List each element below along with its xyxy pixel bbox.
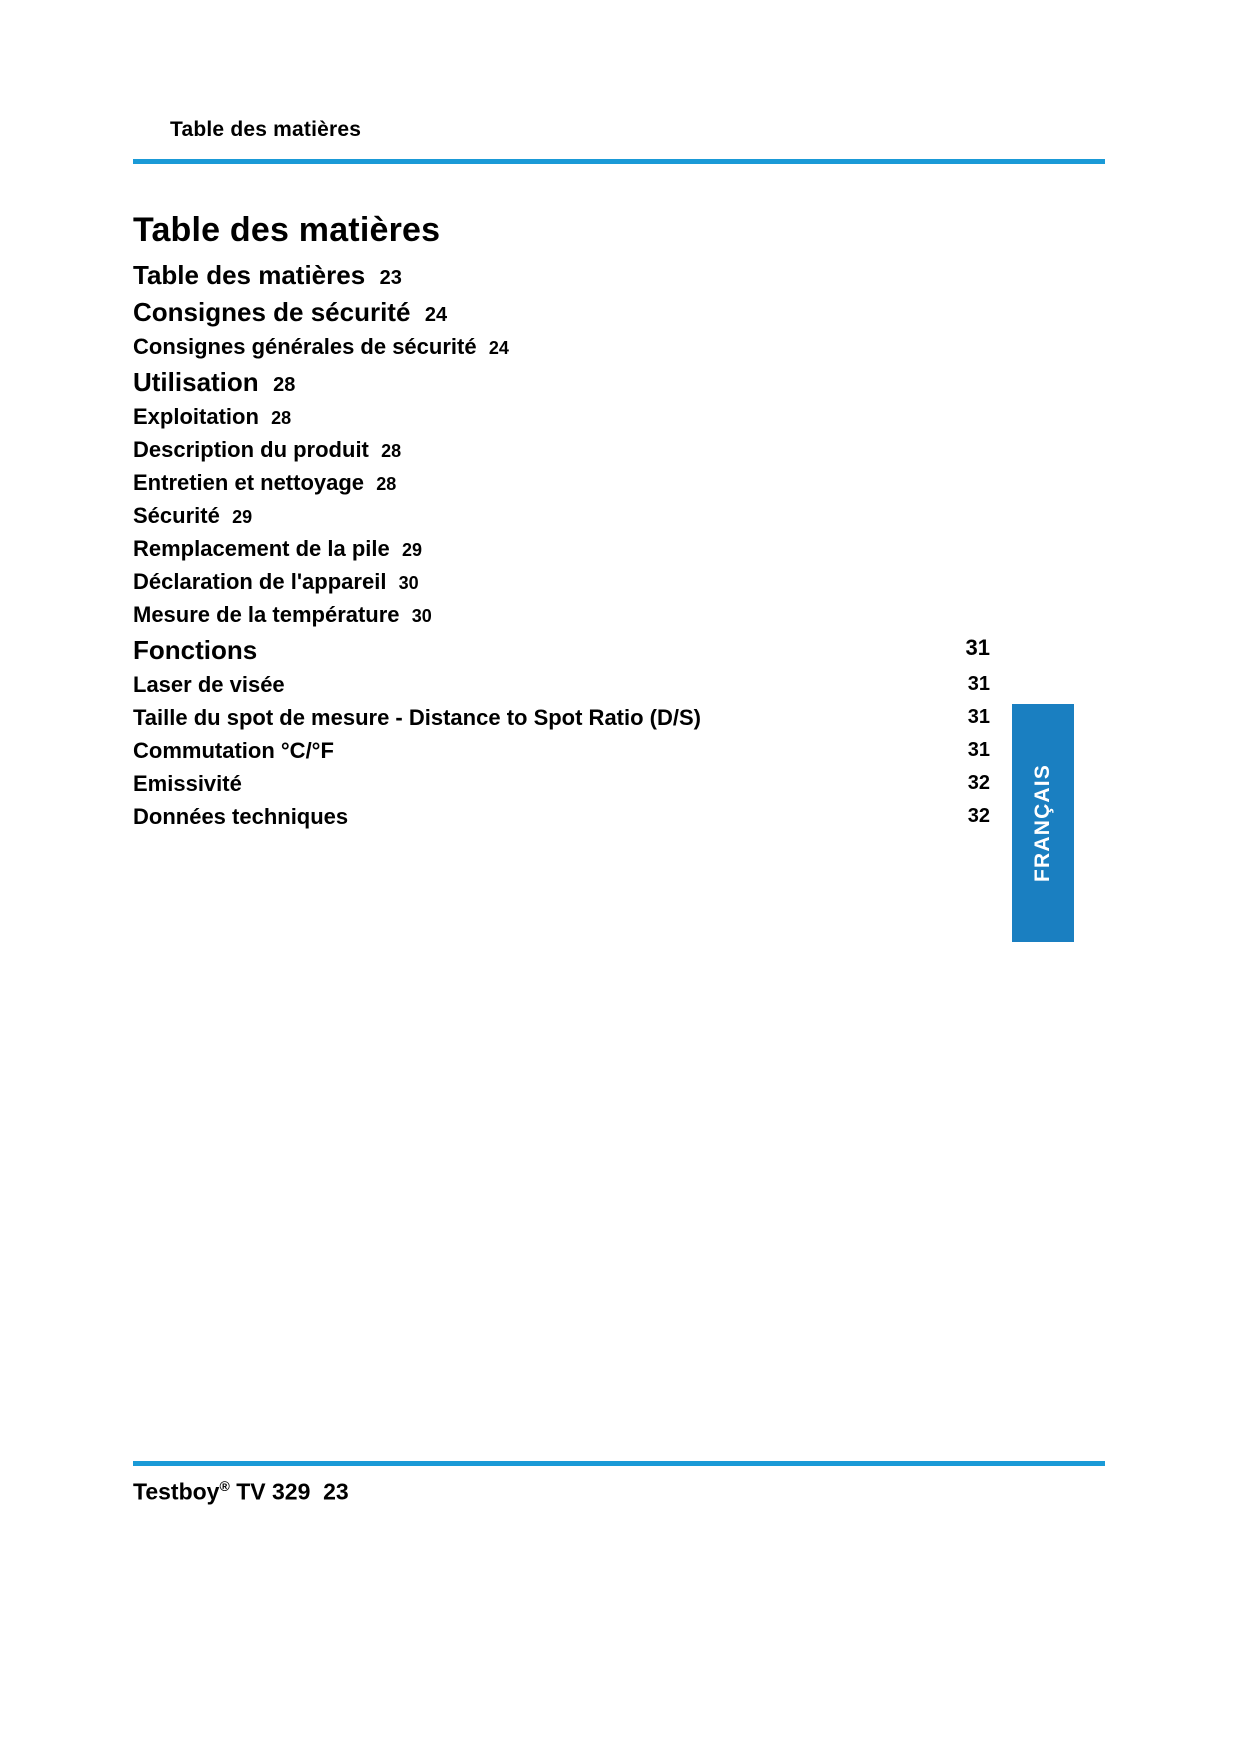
toc-entry-page: 31 [967, 706, 990, 728]
toc-entry[interactable] [133, 505, 1105, 538]
toc-entry-page: 32 [967, 772, 990, 794]
toc-entry-page: 28 [381, 441, 402, 461]
toc-entry-label: Entretien et nettoyage [133, 470, 365, 495]
toc-entry-label: Laser de visée [133, 672, 285, 697]
toc-entry-page: 24 [488, 338, 509, 358]
toc-entry[interactable] [133, 604, 1105, 637]
toc-entry-page: 31 [965, 635, 990, 660]
toc-entry-label: Mesure de la température [133, 602, 400, 627]
toc-entry[interactable] [133, 538, 1105, 571]
toc-entry-label: Remplacement de la pile [133, 536, 390, 561]
toc-entry[interactable] [133, 674, 1105, 707]
toc-entry-label: Données techniques [133, 804, 349, 829]
toc-entry-label: Exploitation [133, 404, 259, 429]
toc-entry[interactable] [133, 571, 1105, 604]
toc-entry-page: 24 [424, 304, 448, 326]
toc-entry[interactable] [133, 262, 1105, 299]
toc-entry-label: Consignes générales de sécurité [133, 334, 477, 359]
toc-entry-label: Fonctions [133, 635, 258, 665]
table-of-contents [133, 262, 1105, 839]
footer-brand: Testboy [133, 1478, 220, 1505]
toc-entry-page: 28 [271, 408, 292, 428]
toc-entry-page: 29 [232, 507, 253, 527]
toc-entry-page: 30 [411, 606, 432, 626]
toc-entry[interactable] [133, 369, 1105, 406]
toc-entry[interactable] [133, 472, 1105, 505]
toc-entry[interactable] [133, 336, 1105, 369]
toc-entry-label: Utilisation [133, 367, 259, 397]
page-footer [133, 1478, 349, 1506]
toc-entry-label: Emissivité [133, 771, 242, 796]
footer-rule [133, 1461, 1105, 1466]
toc-entry[interactable] [133, 773, 1105, 806]
toc-entry-label: Sécurité [133, 503, 220, 528]
toc-entry-label: Taille du spot de mesure - Distance to Spot Ratio (D/S) [133, 705, 701, 730]
page-title: Table des matières [133, 210, 441, 249]
toc-entry-page: 28 [376, 474, 397, 494]
toc-entry[interactable] [133, 740, 1105, 773]
toc-entry-page: 30 [398, 573, 419, 593]
toc-entry-page: 31 [967, 673, 990, 695]
footer-page-number: 23 [323, 1478, 349, 1505]
language-side-tab-label: FRANÇAIS [1031, 763, 1054, 883]
running-head: Table des matières [170, 118, 362, 141]
toc-entry-page: 28 [273, 374, 296, 396]
toc-entry-label: Table des matières [133, 260, 366, 290]
toc-entry-label: Description du produit [133, 437, 369, 462]
toc-entry[interactable] [133, 299, 1105, 336]
toc-entry[interactable] [133, 806, 1105, 839]
footer-registered-mark: ® [219, 1478, 230, 1494]
toc-entry-label: Commutation °C/°F [133, 738, 334, 763]
language-side-tab [1012, 704, 1074, 942]
toc-entry-label: Consignes de sécurité [133, 297, 411, 327]
toc-entry-page: 23 [379, 267, 402, 289]
toc-entry[interactable] [133, 637, 1105, 674]
toc-entry-page: 32 [967, 805, 990, 827]
toc-entry[interactable] [133, 707, 1105, 740]
toc-entry-page: 29 [402, 540, 423, 560]
toc-entry[interactable] [133, 406, 1105, 439]
toc-entry[interactable] [133, 439, 1105, 472]
header-rule [133, 159, 1105, 164]
toc-entry-label: Déclaration de l'appareil [133, 569, 387, 594]
toc-entry-page: 31 [967, 739, 990, 761]
footer-model: TV 329 [236, 1478, 311, 1505]
